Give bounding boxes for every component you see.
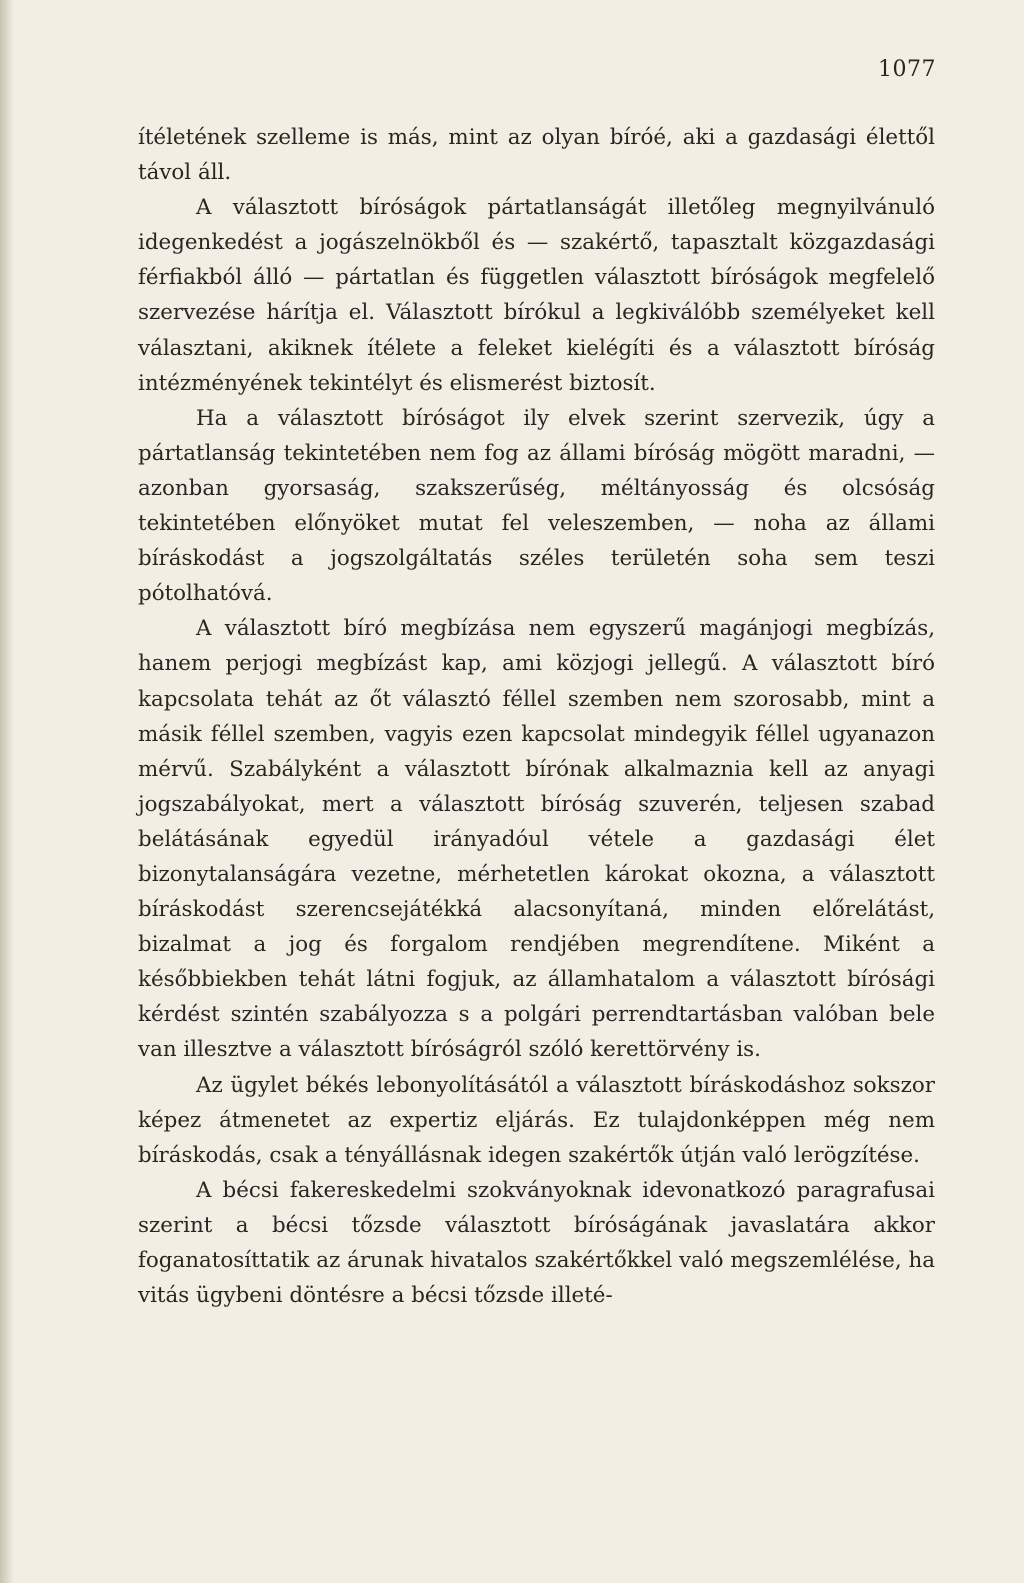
paragraph-organization: Ha a választott bíróságot ily elvek szerint szervezik, úgy a pártatlanság tekintetében nem fog az állami bíróság mögött maradni, — azonban gyorsaság, szakszerűség, méltányosság és olcsóság tekintetében előnyöket mutat fel veleszemben, — noha az állami bíráskodást a jogszolgáltatás széles területén soha sem teszi pótolhatóvá. [138, 405, 935, 607]
paragraph-arbitrator-mandate: A választott bíró megbízása nem egyszerű magánjogi megbízás, hanem perjogi megbízást kap, ami közjogi jellegű. A választott bíró kapcsolata tehát az őt választó féllel szemben nem szorosabb, mint a másik féllel szemben, vagyis ezen kapcsolat mindegyik féllel ugyanazon mérvű. Szabályként a választott bírónak alkalmaznia kell az anyagi jogszabályokat, mert a választott bíróság szuverén, teljesen szabad belátásának egyedül irányadóul vétele a gazdasági élet bizonytalanságára vezetne, mérhetetlen károkat okozna, a választott bíráskodást szerencsejátékká alacsonyítaná, minden előrelátást, bizalmat a jog és forgalom rendjében megrendítene. Miként a későbbiekben tehát látni fogjuk, az államhatalom a választott bírósági kérdést szintén szabályozza s a polgári perrendtartásban valóban bele van illesztve a választott bíróságról szóló kerettörvény is. [138, 616, 935, 1063]
paragraph-impartiality: A választott bíróságok pártatlanságát illetőleg megnyilvánuló idegenkedést a jogászelnökből és — szakértő, tapasztalt közgazdasági férfiakból álló — pártatlan és független választott bíróságok megfelelő szervezése hárítja el. Választott bírókul a legkiválóbb személyeket kell választani, akiknek ítélete a feleket kielégíti és a választott bíróság intézményének tekintélyt és elismerést biztosít. [138, 195, 935, 396]
paragraph-expertise-procedure: Az ügylet békés lebonyolításától a választott bíráskodáshoz sokszor képez átmenetet az expertiz eljárás. Ez tulajdonképpen még nem bíráskodás, csak a tényállásnak idegen szakértők útján való lerögzítése. [138, 1072, 935, 1168]
paragraph-vienna-timber-usages: A bécsi fakereskedelmi szokványoknak idevonatkozó paragrafusai szerint a bécsi tőzsde választott bíróságának javaslatára akkor foganatosíttatik az árunak hivatalos szakértőkkel való megszemlélése, ha vitás ügybeni döntésre a bécsi tőzsde illeté- [138, 1177, 935, 1309]
body-text [138, 120, 935, 1313]
page-edge-shadow [0, 0, 14, 1583]
page-number: 1077 [878, 57, 936, 82]
paragraph-continuation: ítéletének szelleme is más, mint az olyan bíróé, aki a gazdasági élettől távol áll. [138, 125, 935, 186]
